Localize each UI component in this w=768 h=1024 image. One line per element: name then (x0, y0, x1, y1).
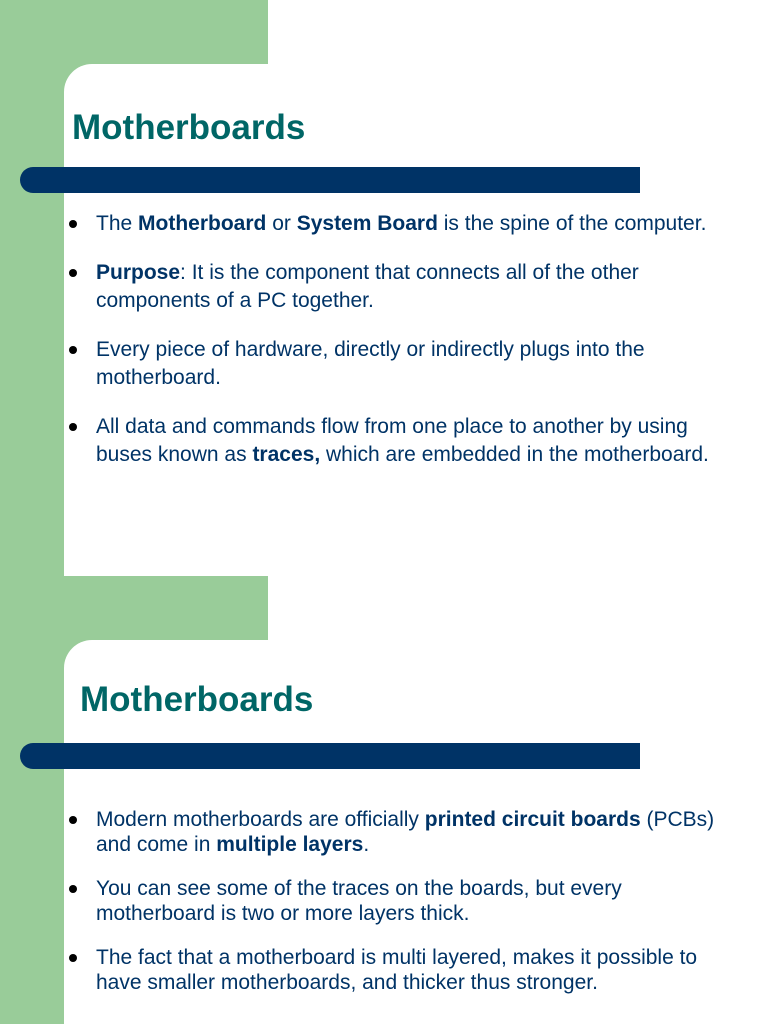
bullet-dot-icon (69, 346, 77, 354)
slide-1-title: Motherboards (72, 108, 306, 147)
slide-1-bullet-list (64, 210, 744, 490)
bullet-text: (PCBs) and come in (96, 808, 715, 856)
bullet-text: The (96, 212, 139, 235)
bullet-item (64, 807, 744, 857)
bullet-text: : It is the component that connects all of the other components of a PC together. (96, 261, 639, 312)
bullet-dot-icon (69, 885, 77, 893)
bullet-dot-icon (69, 816, 77, 824)
bullet-text: or (266, 212, 297, 235)
bullet-item (64, 336, 744, 392)
bullet-dot-icon (69, 269, 77, 277)
bullet-text-bold: System Board (296, 212, 438, 235)
slide-2 (0, 640, 768, 1024)
bullet-item (64, 945, 744, 995)
bullet-text: . (363, 833, 370, 856)
bullet-text: Modern motherboards are officially (96, 808, 425, 831)
bullet-dot-icon (69, 423, 77, 431)
bullet-dot-icon (69, 220, 77, 228)
bullet-item (64, 876, 744, 926)
bullet-item (64, 413, 744, 469)
bullet-text: is the spine of the computer. (437, 212, 707, 235)
bullet-text: Every piece of hardware, directly or indirectly plugs into the motherboard. (96, 338, 645, 389)
slide-2-bullet-list (64, 807, 744, 1014)
slide-2-title: Motherboards (80, 680, 314, 719)
bullet-text: which are embedded in the motherboard. (320, 443, 709, 466)
bullet-text: You can see some of the traces on the boards, but every motherboard is two or more layers thick. (96, 877, 622, 925)
slide-2-title-bar (20, 743, 640, 769)
bullet-text-bold: Purpose (96, 261, 181, 284)
bullet-text-bold: traces, (252, 443, 321, 466)
bullet-dot-icon (69, 954, 77, 962)
bullet-text: The fact that a motherboard is multi layered, makes it possible to have smaller motherboards, and thicker thus stronger. (96, 946, 698, 994)
bullet-text-bold: printed circuit boards (424, 808, 641, 831)
bullet-item (64, 210, 744, 238)
bullet-text-bold: Motherboard (138, 212, 267, 235)
bullet-text-bold: multiple layers (216, 833, 364, 856)
bullet-item (64, 259, 744, 315)
slide-1-title-bar (20, 167, 640, 193)
bullet-text: All data and commands flow from one place to another by using buses known as (96, 415, 688, 466)
